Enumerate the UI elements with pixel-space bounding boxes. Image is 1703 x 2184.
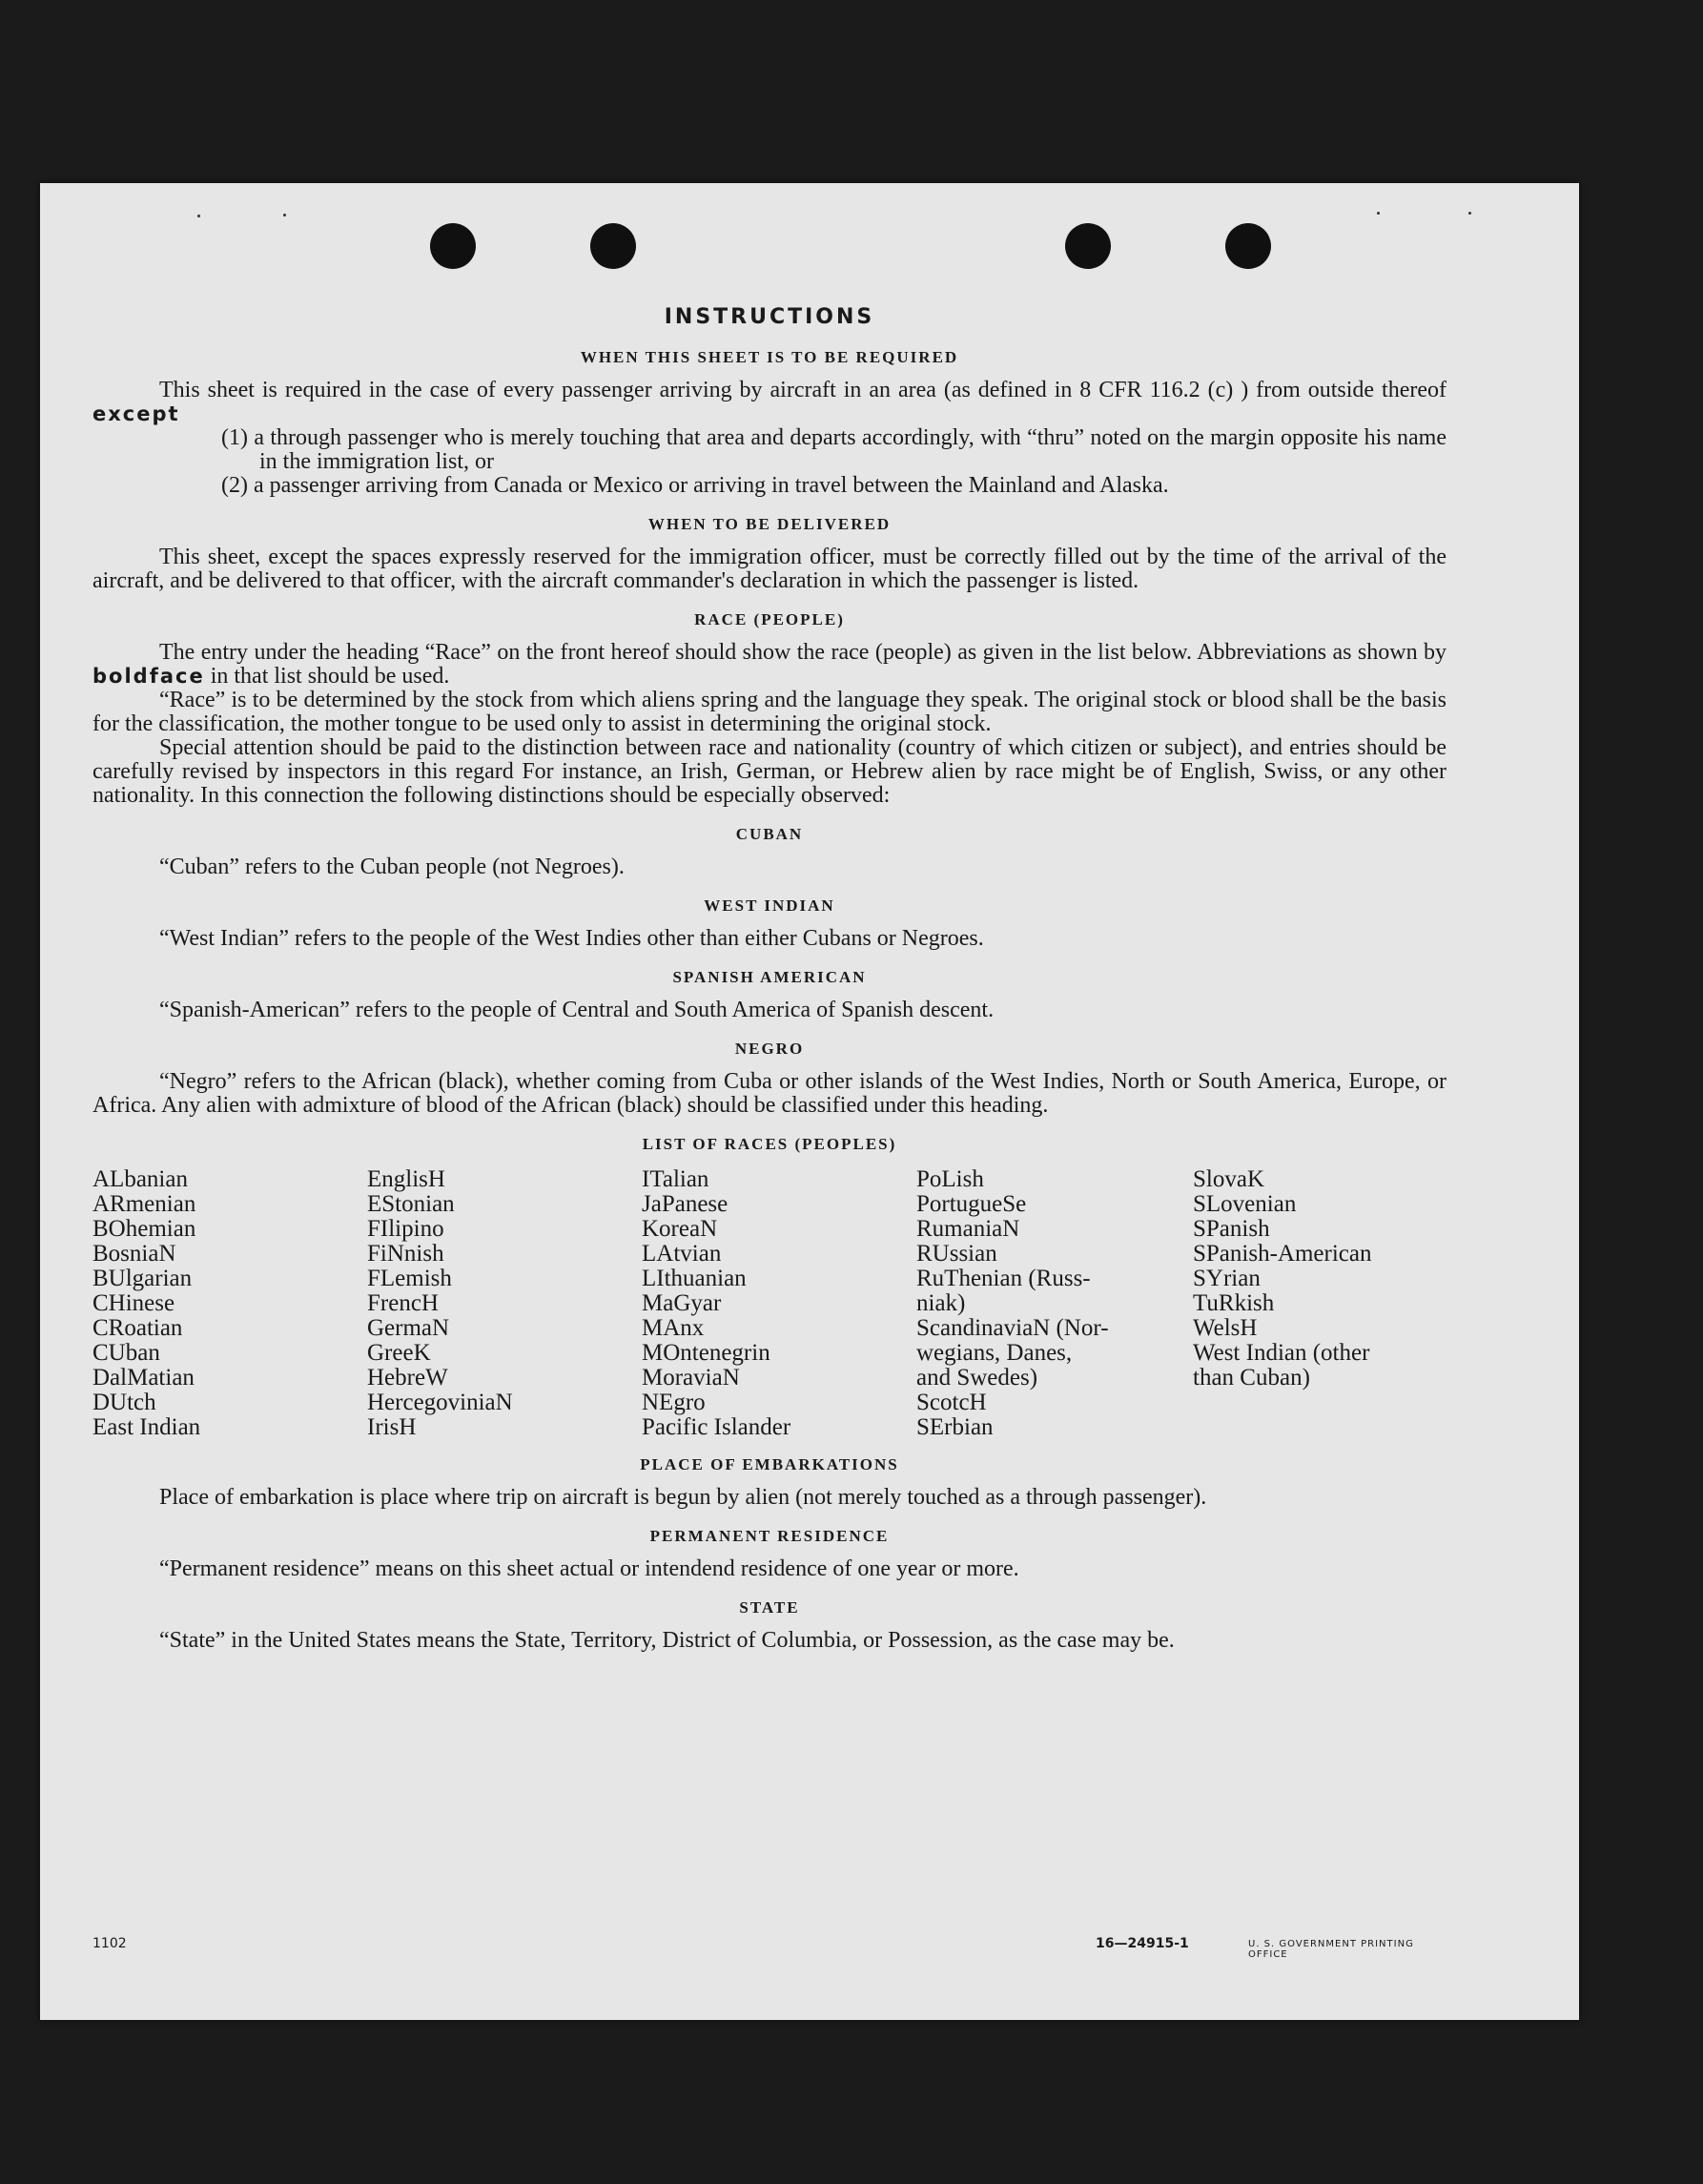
race-entry: BosniaN: [92, 1241, 176, 1267]
race-entry: SPanish-American: [1193, 1241, 1372, 1267]
paper-speck: [197, 215, 200, 217]
section-text: [92, 379, 1447, 426]
race-entry: SlovaK: [1193, 1166, 1264, 1192]
boldface-keyword: boldface: [92, 665, 205, 688]
race-entry: PoLish: [916, 1166, 984, 1192]
section-heading: STATE: [739, 1598, 800, 1617]
race-entry: BOhemian: [92, 1216, 196, 1242]
section-required: [92, 348, 1447, 498]
race-entry: LAtvian: [642, 1241, 722, 1267]
section-text: “West Indian” refers to the people of the West Indies other than either Cubans or Negroes.: [159, 926, 984, 951]
section-race-list: [92, 1135, 1447, 1440]
document-page: [40, 183, 1579, 2020]
section-text: This sheet, except the spaces expressly reserved for the immigration officer, must be correctly filled out by the time of the arrival of the aircraft, and be delivered to that officer, with the aircraft commander's declaration in which the passenger is listed.: [92, 545, 1447, 593]
race-entry: SYrian: [1193, 1266, 1261, 1291]
race-entry: FrencH: [367, 1290, 439, 1316]
race-entry: MOntenegrin: [642, 1340, 770, 1366]
race-entry: MAnx: [642, 1315, 705, 1341]
section-text: “Cuban” refers to the Cuban people (not Negroes).: [159, 855, 625, 879]
section-text: “State” in the United States means the State, Territory, District of Columbia, or Possession, as the case may be.: [159, 1628, 1175, 1653]
clause-2: (2) a passenger arriving from Canada or Mexico or arriving in travel between the Mainland and Alaska.: [221, 473, 1169, 498]
section-spanish-american: [92, 968, 1447, 1022]
race-entry: East Indian: [92, 1414, 201, 1440]
race-entry: HercegoviniaN: [367, 1390, 513, 1415]
race-entry: DUtch: [92, 1390, 156, 1415]
race-entry: Pacific Islander: [642, 1414, 791, 1440]
section-heading: CUBAN: [735, 825, 804, 843]
section-heading: WHEN THIS SHEET IS TO BE REQUIRED: [580, 348, 959, 366]
printer-imprint: U. S. GOVERNMENT PRINTING OFFICE: [1248, 1939, 1414, 1960]
section-heading: PERMANENT RESIDENCE: [649, 1527, 890, 1545]
section-text: “Negro” refers to the African (black), whether coming from Cuba or other islands of the West Indies, North or South America, Europe, or Africa. Any alien with admixture of blood of the African (black) should be classified under this heading.: [92, 1069, 1447, 1118]
section-text: “Spanish-American” refers to the people of Central and South America of Spanish descent.: [159, 998, 995, 1022]
race-entry: ARmenian: [92, 1191, 196, 1217]
race-entry: JaPanese: [642, 1191, 728, 1217]
race-entry: ALbanian: [92, 1166, 188, 1192]
section-delivered: [92, 515, 1447, 593]
section-race: [92, 610, 1447, 808]
punch-hole: [1225, 223, 1271, 269]
race-entry: EnglisH: [367, 1166, 445, 1192]
race-column: [1193, 1167, 1447, 1440]
race-entry: SPanish: [1193, 1216, 1270, 1242]
race-entry: SErbian: [916, 1414, 994, 1440]
punch-hole: [590, 223, 636, 269]
race-entry: MoraviaN: [642, 1365, 740, 1391]
section-embarkation: [92, 1455, 1447, 1510]
race-entry: RuThenian (Russ- niak): [916, 1266, 1091, 1316]
race-entry: BUlgarian: [92, 1266, 193, 1291]
section-residence: [92, 1527, 1447, 1581]
race-entry: ITalian: [642, 1166, 709, 1192]
race-column: [367, 1167, 642, 1440]
race-entry: FiNnish: [367, 1241, 444, 1267]
race-list-grid: [92, 1167, 1447, 1440]
race-entry: DalMatian: [92, 1365, 195, 1391]
race-entry: HebreW: [367, 1365, 448, 1391]
paper-speck: [283, 214, 286, 216]
race-entry: CUban: [92, 1340, 160, 1366]
race-entry: IrisH: [367, 1414, 417, 1440]
race-entry: MaGyar: [642, 1290, 722, 1316]
race-column: [642, 1167, 916, 1440]
section-text: “Permanent residence” means on this sheet actual or intendend residence of one year or more.: [159, 1556, 1019, 1581]
race-entry: RUssian: [916, 1241, 997, 1267]
required-intro: This sheet is required in the case of every passenger arriving by aircraft in an area (as defined in 8 CFR 116.2 (c) ) from outside thereof: [159, 378, 1447, 402]
print-code: 16—24915-1: [1096, 1936, 1189, 1951]
section-heading: PLACE OF EMBARKATIONS: [640, 1455, 899, 1473]
race-entry: ScotcH: [916, 1390, 987, 1415]
form-number: 1102: [92, 1936, 127, 1951]
clause-1: (1) a through passenger who is merely touching that area and departs accordingly, with “thru” noted on the margin opposite his name in the immigration list, or: [221, 425, 1447, 474]
section-text: Place of embarkation is place where trip on aircraft is begun by alien (not merely touched as a through passenger).: [159, 1485, 1207, 1510]
section-heading: WHEN TO BE DELIVERED: [647, 515, 892, 533]
race-entry: CRoatian: [92, 1315, 183, 1341]
section-west-indian: [92, 896, 1447, 951]
race-entry: KoreaN: [642, 1216, 718, 1242]
punch-hole: [1065, 223, 1111, 269]
race-column: [92, 1167, 367, 1440]
race-entry: LIthuanian: [642, 1266, 747, 1291]
race-entry: GreeK: [367, 1340, 431, 1366]
race-entry: GermaN: [367, 1315, 450, 1341]
paper-speck: [1377, 212, 1380, 215]
punch-hole: [430, 223, 476, 269]
except-keyword: except: [92, 402, 180, 425]
race-paragraph-3: Special attention should be paid to the distinction between race and nationality (country of which citizen or subject), and entries should be carefully revised by inspectors in this regard For instance, an Irish, German, or Hebrew alien by race might be of English, Swiss, or any other nationality. In this connection the following distinctions should be especially observed:: [92, 735, 1447, 808]
section-heading: WEST INDIAN: [704, 896, 835, 915]
race-entry: FIlipino: [367, 1216, 444, 1242]
instructions-content: [92, 305, 1447, 1670]
race-entry: SLovenian: [1193, 1191, 1297, 1217]
race-entry: West Indian (other than Cuban): [1193, 1340, 1370, 1391]
section-state: [92, 1598, 1447, 1653]
race-entry: EStonian: [367, 1191, 455, 1217]
section-heading: LIST OF RACES (PEOPLES): [642, 1135, 897, 1153]
race-column: [916, 1167, 1193, 1440]
race-entry: TuRkish: [1193, 1290, 1275, 1316]
paper-speck: [1468, 212, 1471, 215]
race-paragraph-1: [92, 641, 1447, 689]
section-heading: SPANISH AMERICAN: [672, 968, 867, 986]
race-entry: NEgro: [642, 1390, 706, 1415]
race-entry: WelsH: [1193, 1315, 1258, 1341]
race-entry: CHinese: [92, 1290, 175, 1316]
section-heading: RACE (PEOPLE): [694, 610, 845, 628]
race-paragraph-2: “Race” is to be determined by the stock from which aliens spring and the language they speak. The original stock or blood shall be the basis for the classification, the mother tongue to be used only to assist in determining the original stock.: [92, 688, 1447, 736]
race-p1-text: The entry under the heading “Race” on the front hereof should show the race (people) as given in the list below. Abbreviations as shown by: [159, 640, 1447, 665]
race-entry: RumaniaN: [916, 1216, 1020, 1242]
section-heading: NEGRO: [734, 1040, 805, 1058]
race-entry: FLemish: [367, 1266, 452, 1291]
race-entry: ScandinaviaN (Nor- wegians, Danes, and Swedes): [916, 1315, 1109, 1391]
page-title: INSTRUCTIONS: [664, 305, 875, 329]
race-p1-end: in that list should be used.: [210, 664, 450, 689]
section-cuban: [92, 825, 1447, 879]
section-negro: [92, 1040, 1447, 1118]
race-entry: PortugueSe: [916, 1191, 1027, 1217]
